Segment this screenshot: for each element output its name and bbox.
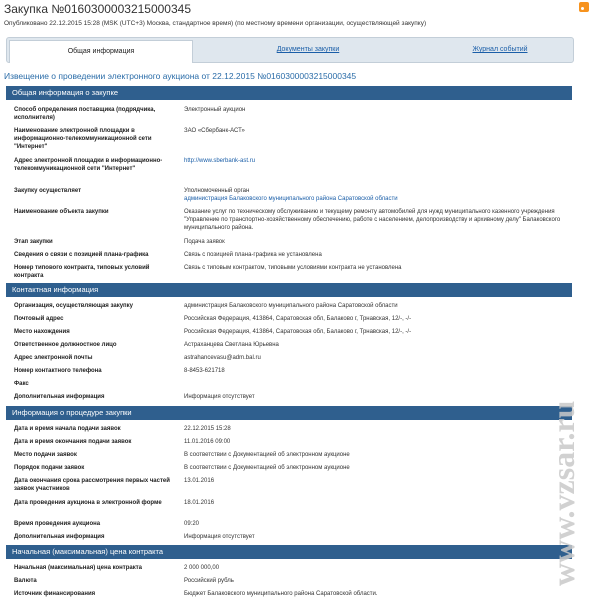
row-label: Ответственное должностное лицо [14, 342, 117, 348]
row-label: Источник финансирования [14, 591, 96, 597]
row-label: Дополнительная информация [14, 534, 105, 540]
row-label: Адрес электронной площадки в информационно-телекоммуникационной сети "Интернет" [14, 158, 163, 172]
row-value: Российский рубль [184, 578, 234, 584]
row-label: Номер контактного телефона [14, 368, 102, 374]
tab-event-log[interactable]: Журнал событий [472, 46, 528, 53]
row-label: Дата окончания срока рассмотрения первых частей заявок участников [14, 478, 170, 492]
platform-link[interactable]: http://www.sberbank-ast.ru [184, 158, 256, 164]
row-label: Дата и время окончания подачи заявок [14, 439, 132, 445]
section-general-info: Общая информация о закупке [6, 86, 572, 100]
row-value: администрация Балаковского муниципального района Саратовской области [184, 303, 398, 309]
row-label: Номер типового контракта, типовых условий контракта [14, 265, 150, 279]
tab-bar [6, 37, 574, 63]
row-label: Место подачи заявок [14, 452, 77, 458]
row-value: В соответствии с Документацией об электронном аукционе [184, 465, 350, 471]
row-label: Наименование электронной площадки в информационно-телекоммуникационной сети "Интернет" [14, 128, 152, 150]
row-value: Оказание услуг по техническому обслуживанию и текущему ремонту автомобилей для нужд муниципального казенного учреждения "Управление по транспортно-хозяйственному обеспечению, работе с населением, делопроизводству и архивному делу" Балаковского муниципального района. [184, 209, 561, 231]
row-value: Информация отсутствует [184, 394, 255, 400]
row-label: Организация, осуществляющая закупку [14, 303, 134, 309]
page-title: Закупка №0160300003215000345 [4, 2, 192, 16]
watermark-text: www.vzsar.ru [545, 400, 581, 586]
row-label: Факс [14, 381, 29, 387]
row-label: Способ определения поставщика (подрядчика, исполнителя) [14, 107, 156, 121]
row-label: Порядок подачи заявок [14, 465, 85, 471]
row-label: Место нахождения [14, 329, 70, 335]
row-value: Связь с позицией плана-графика не установлена [184, 252, 322, 258]
row-value: Связь с типовым контрактом, типовыми условиями контракта не установлена [184, 265, 402, 271]
tab-general-info[interactable]: Общая информация [9, 40, 193, 63]
row-value: ЗАО «Сбербанк-АСТ» [184, 128, 245, 134]
row-value: 09:20 [184, 521, 200, 527]
rss-icon[interactable] [579, 2, 589, 12]
row-label: Валюта [14, 578, 37, 584]
published-info: Опубликовано 22.12.2015 15:28 (MSK (UTC+3) Москва, стандартное время) (по местному времени организации, осуществляющей закупку) [4, 20, 427, 27]
watermark [540, 250, 588, 590]
organizer-type: Уполномоченный орган [184, 188, 250, 194]
notice-heading: Извещение о проведении электронного аукциона от 22.12.2015 №0160300003215000345 [4, 71, 357, 81]
row-value: 18.01.2016 [184, 500, 215, 506]
row-value: Российская Федерация, 413864, Саратовская обл, Балаково г, Трнавская, 12/-, -/- [184, 329, 412, 335]
row-label: Время проведения аукциона [14, 521, 101, 527]
tab-documents[interactable]: Документы закупки [276, 46, 340, 53]
row-label: Адрес электронной почты [14, 355, 93, 361]
row-label: Сведения о связи с позицией плана-графика [14, 252, 149, 258]
row-value: 11.01.2016 09:00 [184, 439, 231, 445]
row-value: Электронный аукцион [184, 107, 246, 113]
organizer-link[interactable]: администрация Балаковского муниципального района Саратовской области [184, 196, 398, 202]
row-value: Астраханцева Светлана Юрьевна [184, 342, 279, 348]
row-label: Дата и время начала подачи заявок [14, 426, 121, 432]
row-label: Этап закупки [14, 239, 53, 245]
section-price: Начальная (максимальная) цена контракта [6, 545, 572, 559]
row-label: Дополнительная информация [14, 394, 105, 400]
row-value: Российская Федерация, 413864, Саратовская обл, Балаково г, Трнавская, 12/-, -/- [184, 316, 412, 322]
section-contact-info: Контактная информация [6, 283, 572, 297]
row-value: astrahancevasu@adm.bal.ru [184, 355, 261, 361]
row-label: Наименование объекта закупки [14, 209, 109, 215]
row-label: Начальная (максимальная) цена контракта [14, 565, 143, 571]
row-value [184, 187, 568, 203]
row-value [184, 157, 568, 165]
row-value: 2 000 000,00 [184, 565, 220, 571]
row-value: Информация отсутствует [184, 534, 255, 540]
row-value: Подача заявок [184, 239, 225, 245]
row-label: Закупку осуществляет [14, 188, 82, 194]
row-value: 22.12.2015 15:28 [184, 426, 231, 432]
row-value: В соответствии с Документацией об электронном аукционе [184, 452, 350, 458]
row-label: Почтовый адрес [14, 316, 64, 322]
row-value: Бюджет Балаковского муниципального района Саратовской области. [184, 591, 378, 597]
row-value: 8-8453-621718 [184, 368, 225, 374]
section-procedure-info: Информация о процедуре закупки [6, 406, 572, 420]
row-value: 13.01.2016 [184, 478, 215, 484]
row-label: Дата проведения аукциона в электронной форме [14, 500, 162, 506]
